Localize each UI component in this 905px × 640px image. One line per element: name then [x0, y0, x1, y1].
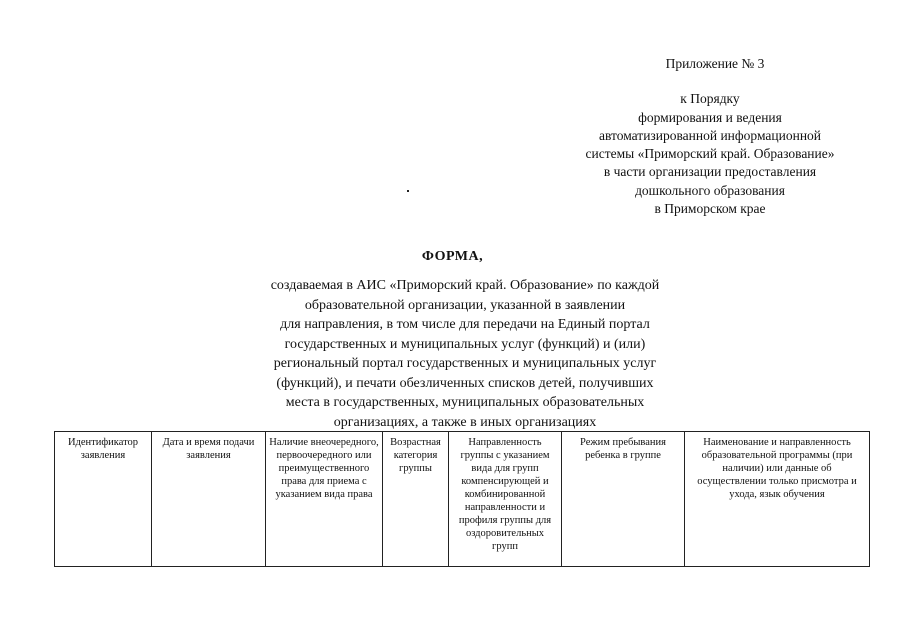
appendix-line: к Порядку	[680, 91, 740, 107]
form-description	[240, 276, 690, 432]
description-line: (функций), и печати обезличенных списков детей, получивших	[276, 375, 654, 391]
description-line: образовательной организации, указанной в заявлении	[304, 297, 626, 313]
description-line: государственных и муниципальных услуг (функций) и (или)	[284, 336, 646, 352]
description-line: для направления, в том числе для передачи на Единый портал	[280, 317, 650, 332]
description-line: региональный портал государственных и муниципальных услуг	[273, 356, 657, 371]
column-header-submission-datetime: Дата и время подачи заявления	[152, 432, 266, 567]
column-header-stay-mode: Режим пребывания ребенка в группе	[562, 432, 685, 567]
column-header-priority-right: Наличие внеочередного, первоочередного или преимущественного права для приема с указанием вида права	[266, 432, 383, 567]
column-header-application-id: Идентификатор заявления	[55, 432, 152, 567]
description-line: организациях, а также в иных организациях	[333, 414, 597, 430]
scan-speck	[407, 190, 409, 192]
appendix-line: дошкольного образования	[635, 182, 785, 198]
description-line: создаваемая в АИС «Приморский край. Образование» по каждой	[270, 278, 660, 293]
appendix-line: в Приморском крае	[654, 201, 766, 217]
column-header-group-focus: Направленность группы с указанием вида для групп компенсирующей и комбинированной направленности и профиля группы для оздоровительных групп	[449, 432, 562, 567]
appendix-line: системы «Приморский край. Образование»	[585, 146, 835, 162]
appendix-header	[560, 55, 860, 218]
description-line: места в государственных, муниципальных образовательных	[285, 395, 645, 410]
column-header-program: Наименование и направленность образовательной программы (при наличии) или данные об осуществлении только присмотра и ухода, язык обучения	[685, 432, 870, 567]
column-header-age-category: Возрастная категория группы	[383, 432, 449, 567]
appendix-line: в части организации предоставления	[603, 164, 817, 180]
appendix-line: формирования и ведения	[638, 109, 782, 125]
form-table	[54, 431, 870, 567]
form-title: ФОРМА,	[421, 249, 484, 264]
appendix-line: автоматизированной информационной	[598, 127, 822, 143]
table-header-row	[55, 432, 870, 567]
appendix-number: Приложение № 3	[665, 56, 765, 71]
